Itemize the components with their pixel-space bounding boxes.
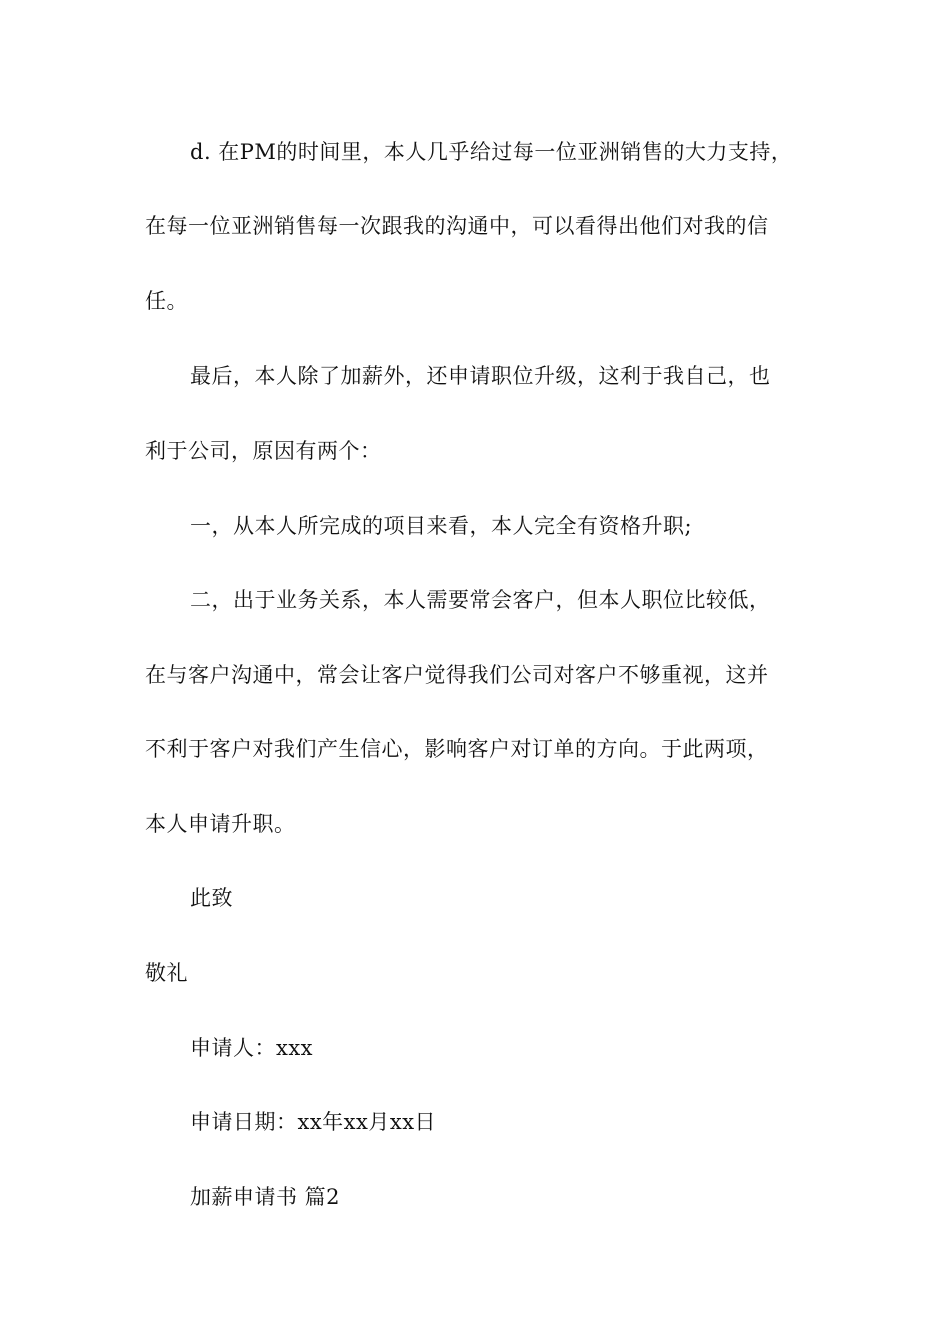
paragraph-d-line-2: 在每一位亚洲销售每一次跟我的沟通中，可以看得出他们对我的信 [145, 214, 769, 238]
reason-one-line: 一，从本人所完成的项目来看，本人完全有资格升职; [190, 514, 693, 538]
reason-two-line-1: 二，出于业务关系，本人需要常会客户，但本人职位比较低， [190, 588, 771, 612]
applicant-line: 申请人：xxx [190, 1036, 314, 1060]
paragraph-promotion-line-2: 利于公司，原因有两个： [145, 439, 382, 463]
closing-salutation: 此致 [190, 886, 233, 910]
paragraph-d-line-3: 任。 [145, 289, 188, 313]
reason-two-line-3: 不利于客户对我们产生信心，影响客户对订单的方向。于此两项， [145, 737, 769, 761]
reason-two-line-4: 本人申请升职。 [145, 812, 296, 836]
paragraph-d-line-1: d. 在PM的时间里，本人几乎给过每一位亚洲销售的大力支持， [190, 140, 793, 164]
closing-regards: 敬礼 [145, 961, 188, 985]
next-section-title: 加薪申请书 篇2 [190, 1185, 341, 1209]
paragraph-promotion-line-1: 最后，本人除了加薪外，还申请职位升级，这利于我自己，也 [190, 364, 771, 388]
reason-two-line-2: 在与客户沟通中，常会让客户觉得我们公司对客户不够重视，这并 [145, 663, 769, 687]
application-date-line: 申请日期：xx年xx月xx日 [190, 1110, 437, 1134]
